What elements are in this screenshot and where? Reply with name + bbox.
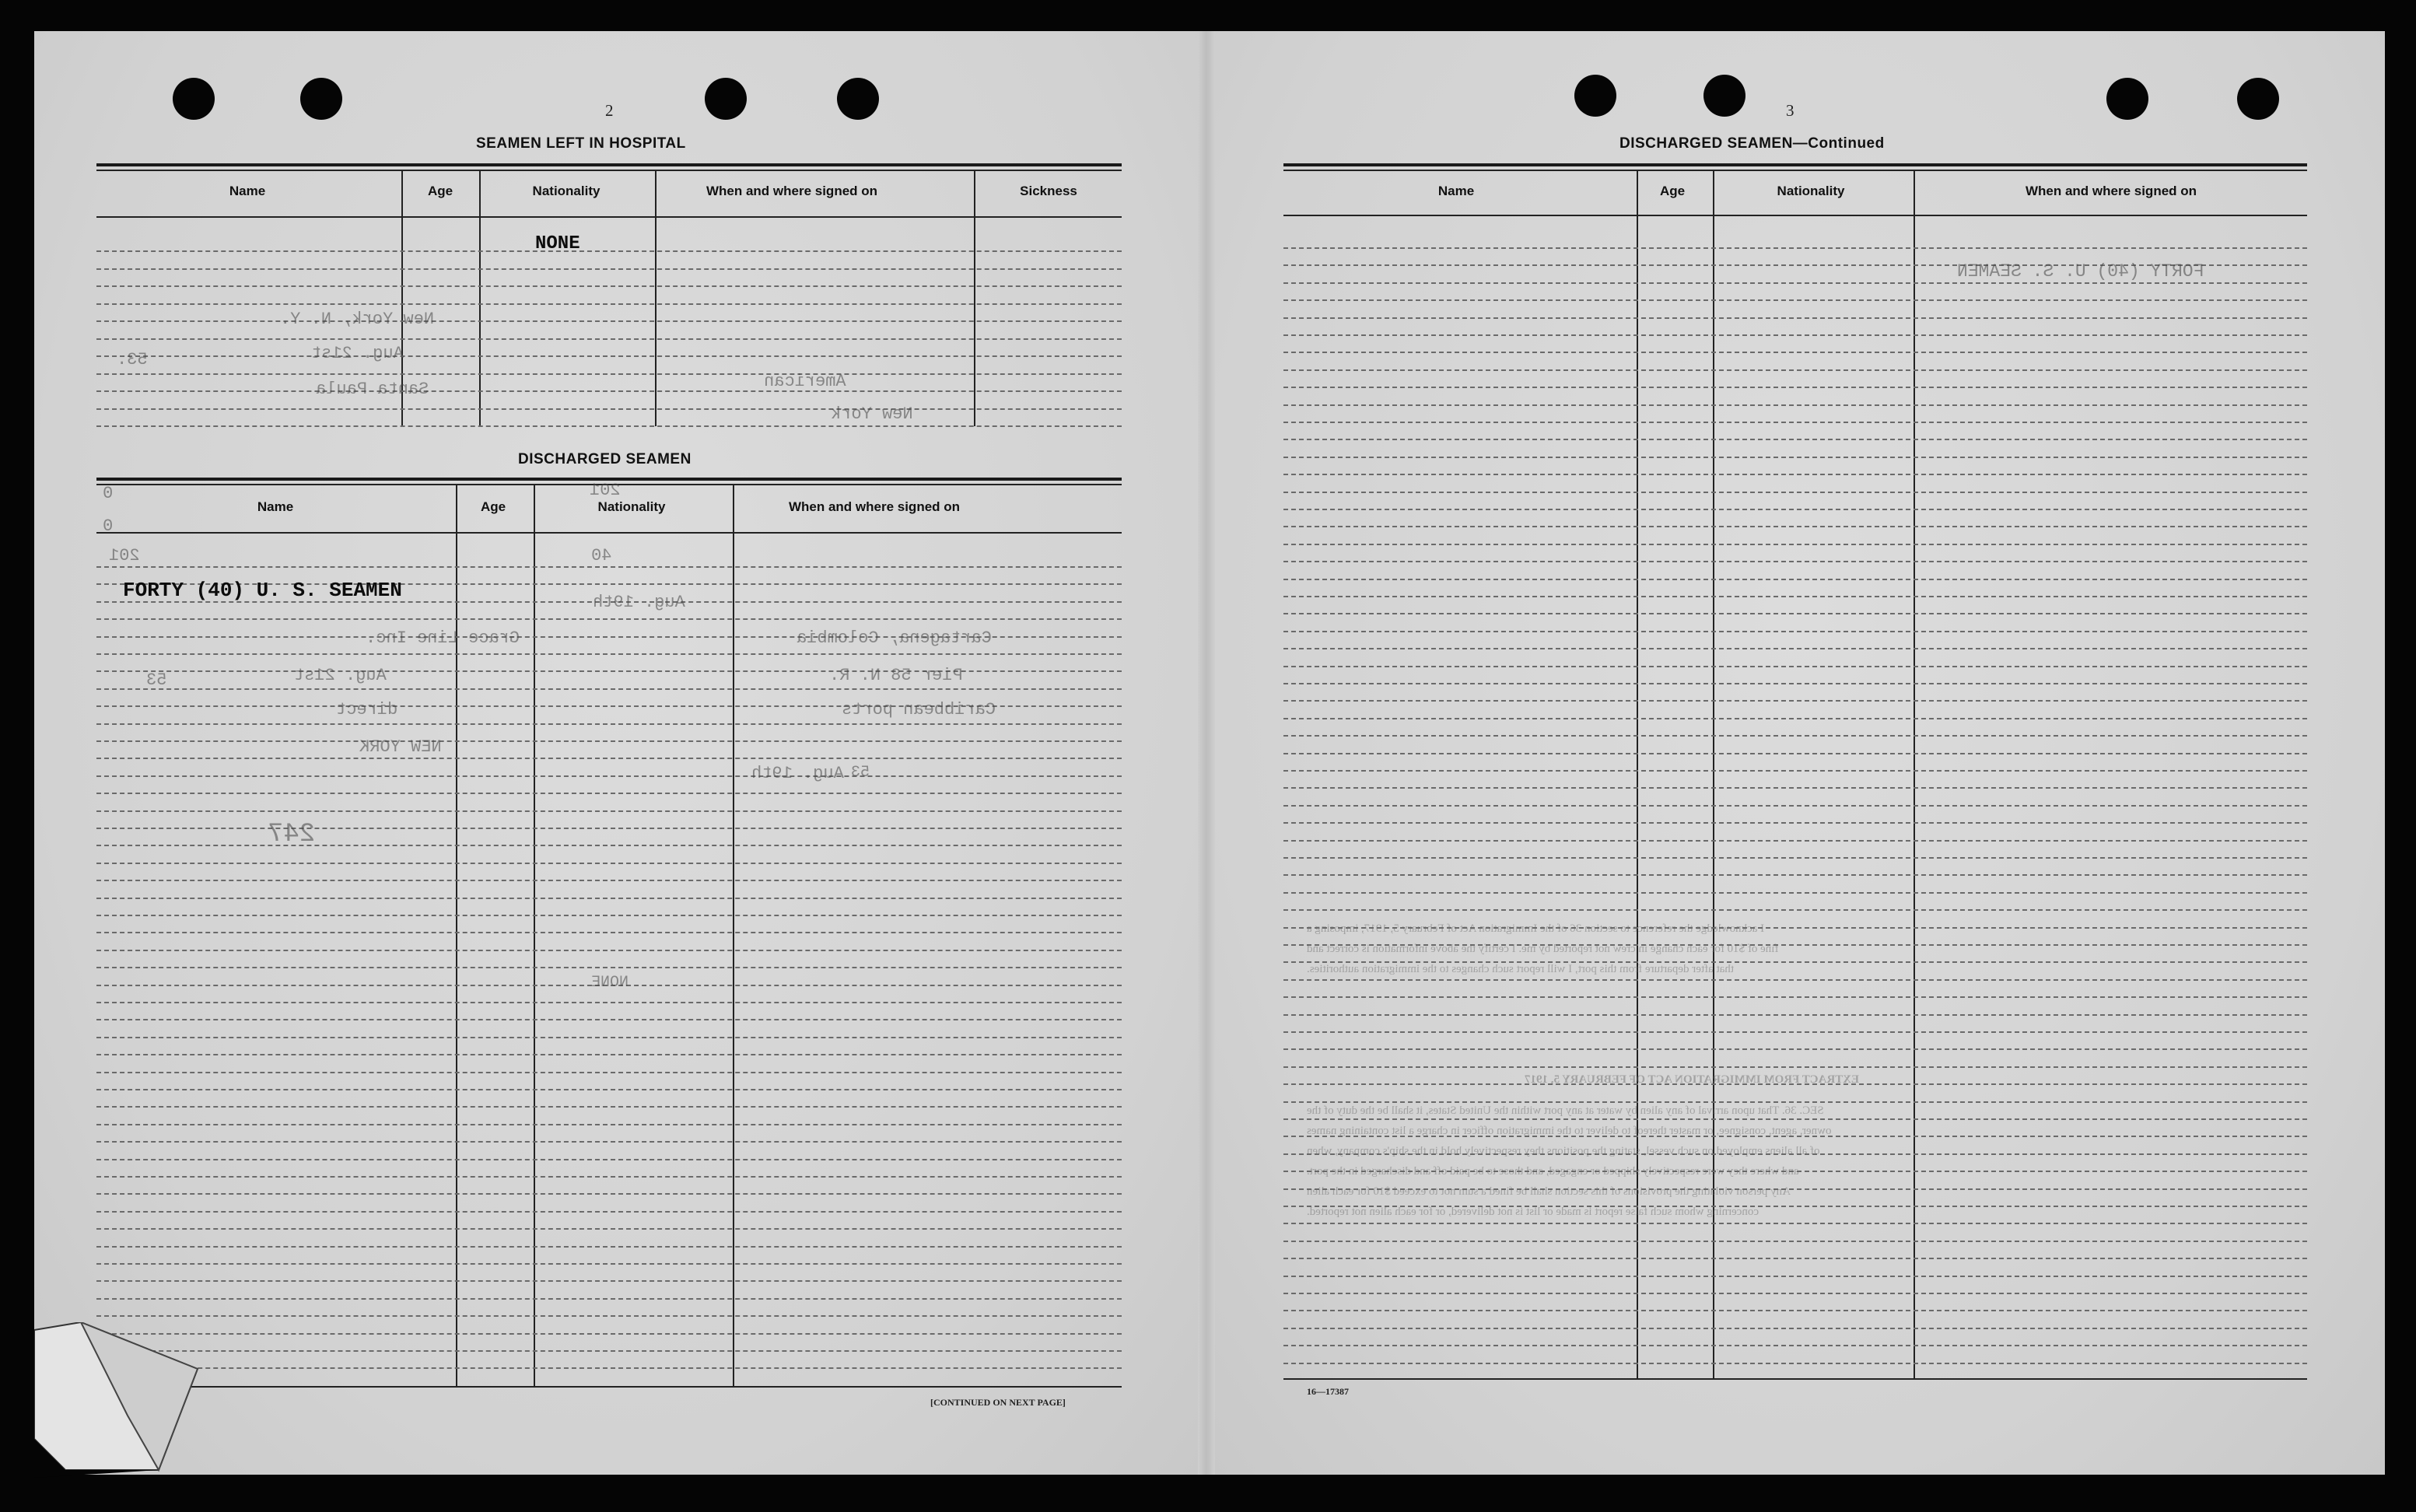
ruled-line [1283, 1241, 2307, 1242]
bleed-through-text: New York, N. Y. [280, 310, 435, 329]
bleed-through-text: FORTY (40) U. S. SEAMEN [1957, 261, 2204, 282]
ruled-line [1283, 579, 2307, 580]
ruled-line [96, 285, 1122, 287]
ruled-line [96, 1002, 1122, 1003]
hospital-section-title: SEAMEN LEFT IN HOSPITAL [476, 135, 686, 152]
bleed-through-text: 201 [109, 546, 140, 565]
ruled-line [96, 1019, 1122, 1020]
ruled-line [1283, 770, 2307, 772]
ruled-line [96, 1124, 1122, 1125]
ruled-line [96, 845, 1122, 846]
bleed-through-text: Aug. 21st [294, 666, 387, 685]
bleed-through-text: Cartagena, Colombia [797, 628, 992, 648]
ruled-line [96, 915, 1122, 916]
ruled-line [1283, 874, 2307, 876]
ruled-line [96, 967, 1122, 968]
bleed-through-text: Grace Line Inc. [366, 628, 520, 648]
ruled-line [96, 566, 1122, 568]
bleed-through-text: Santa Paula [316, 380, 429, 399]
right-top-rule-2 [1283, 170, 2307, 171]
ruled-line [96, 1054, 1122, 1055]
bleed-through-paragraph: of all aliens employed on such vessel, stating the positions they respectively hold in the ship's company, when [1307, 1145, 1820, 1157]
ruled-line [1283, 334, 2307, 336]
ruled-line [1283, 299, 2307, 301]
bleed-through-paragraph: that after departure from this port, I will report such changes to the immigration authorities. [1307, 963, 1735, 975]
page-number-right: 3 [1786, 101, 1794, 120]
ruled-line [1283, 561, 2307, 562]
left-page [34, 31, 1206, 1475]
hospital-top-rule-2 [96, 170, 1122, 171]
discharged-col-name: Name [257, 499, 294, 514]
ruled-line [1283, 805, 2307, 807]
ruled-line [96, 618, 1122, 620]
ruled-line [1283, 1101, 2307, 1103]
ruled-line [1283, 996, 2307, 998]
bleed-through-text: 40 [591, 546, 612, 565]
punch-hole [1703, 75, 1745, 117]
ruled-line [1283, 1363, 2307, 1364]
bleed-through-paragraph: owner, agent, consignee, or master thereof to deliver to the immigration officer in charge a list containing names [1307, 1125, 1832, 1137]
ruled-line [96, 863, 1122, 864]
hospital-vline [655, 170, 657, 426]
ruled-line [1283, 1014, 2307, 1016]
right-top-rule [1283, 163, 2307, 166]
ruled-line [1283, 1310, 2307, 1311]
ruled-line [96, 1176, 1122, 1178]
ruled-line [96, 775, 1122, 777]
bleed-through-text: NONE [591, 974, 629, 992]
ruled-line [96, 1193, 1122, 1195]
discharged-col-nationality: Nationality [597, 499, 666, 514]
bleed-through-text: 53. [117, 350, 148, 369]
ruled-line [1283, 457, 2307, 458]
bleed-through-text: Aug. 21st [311, 344, 404, 363]
right-vline [1914, 170, 1915, 1378]
ruled-line [96, 303, 1122, 305]
ruled-line [96, 880, 1122, 881]
ruled-line [1283, 892, 2307, 894]
ruled-line [1283, 1276, 2307, 1277]
ruled-line [1283, 422, 2307, 423]
ruled-line [1283, 492, 2307, 493]
punch-hole [2237, 78, 2279, 120]
bleed-through-text: 247 [268, 820, 316, 849]
punch-hole [300, 78, 342, 120]
bleed-through-text: Pier 58 N. R. [829, 666, 963, 685]
ruled-line [1283, 526, 2307, 527]
hospital-top-rule [96, 163, 1122, 166]
bleed-through-text: American [764, 372, 846, 391]
ruled-line [96, 1106, 1122, 1108]
ruled-line [1283, 1293, 2307, 1294]
continued-section-title: DISCHARGED SEAMEN—Continued [1619, 135, 1885, 152]
ruled-line [1283, 317, 2307, 319]
bleed-through-text: 201 [590, 481, 621, 500]
hospital-entry-none: NONE [535, 233, 580, 254]
ruled-line [1283, 596, 2307, 597]
ruled-line [1283, 735, 2307, 737]
ruled-line [96, 828, 1122, 829]
bleed-through-paragraph: EXTRACT FROM IMMIGRATION ACT OF FEBRUARY 5, 1917 [1525, 1073, 1860, 1086]
ruled-line [1283, 369, 2307, 371]
discharged-col-age: Age [480, 499, 506, 514]
ruled-line [1283, 909, 2307, 911]
right-header-rule [1283, 215, 2307, 216]
ruled-line [1283, 1345, 2307, 1346]
ruled-line [96, 1211, 1122, 1213]
ruled-line [96, 1298, 1122, 1300]
ruled-line [96, 1089, 1122, 1090]
bleed-through-text: 0 [103, 516, 114, 536]
ruled-line [96, 320, 1122, 322]
punch-hole [837, 78, 879, 120]
ruled-line [96, 1246, 1122, 1248]
right-col-nationality: Nationality [1777, 184, 1845, 198]
ruled-line [96, 1315, 1122, 1317]
bleed-through-paragraph: concerning whom such false report is made or list is not delivered, or for each alien not reported. [1307, 1206, 1759, 1218]
ruled-line [1283, 683, 2307, 684]
hospital-vline [974, 170, 975, 426]
ruled-line [1283, 787, 2307, 789]
ruled-line [96, 338, 1122, 340]
bleed-through-text: Caribbean ports [842, 700, 996, 719]
ruled-line [1283, 1223, 2307, 1224]
ruled-line [96, 268, 1122, 270]
hospital-header-rule [96, 216, 1122, 218]
ruled-line [1283, 1258, 2307, 1259]
discharged-bottom-rule [96, 1386, 1122, 1388]
ruled-line [96, 758, 1122, 759]
ruled-line [1283, 700, 2307, 702]
ruled-line [96, 723, 1122, 725]
ruled-line [96, 355, 1122, 357]
ruled-line [1283, 1328, 2307, 1329]
ruled-line [96, 793, 1122, 794]
ruled-line [96, 250, 1122, 252]
form-code: 16—17387 [1307, 1386, 1349, 1397]
ruled-line [1283, 857, 2307, 859]
ruled-line [1283, 753, 2307, 754]
bleed-through-text: Aug. 19th [751, 764, 844, 783]
ruled-line [1283, 613, 2307, 614]
ruled-line [1283, 1048, 2307, 1050]
ruled-line [1283, 439, 2307, 440]
ruled-line [1283, 247, 2307, 249]
ruled-line [96, 810, 1122, 812]
bleed-through-paragraph: SEC. 36. That upon arrival of any alien by water at any port within the United States, it shall be the duty of the [1307, 1104, 1824, 1117]
ruled-line [96, 932, 1122, 933]
ruled-line [96, 1072, 1122, 1073]
bleed-through-text: 0 [103, 484, 114, 503]
hospital-col-sickness: Sickness [1020, 184, 1077, 198]
ruled-line [96, 950, 1122, 951]
ruled-line [1283, 1066, 2307, 1068]
bleed-through-text: NEW YORK [359, 737, 442, 757]
ruled-line [96, 425, 1122, 427]
ruled-line [1283, 631, 2307, 632]
punch-hole [1574, 75, 1616, 117]
bleed-through-text: New York [831, 404, 913, 424]
continued-note: [CONTINUED ON NEXT PAGE] [930, 1397, 1066, 1408]
ruled-line [1283, 718, 2307, 719]
ruled-line [1283, 474, 2307, 475]
ruled-line [1283, 1031, 2307, 1033]
right-bottom-rule [1283, 1378, 2307, 1380]
bleed-through-text: Aug. 19th [593, 593, 685, 612]
ruled-line [96, 653, 1122, 655]
bleed-through-text: 53 [851, 764, 870, 782]
punch-hole [2106, 78, 2148, 120]
ruled-line [1283, 544, 2307, 545]
ruled-line [1283, 387, 2307, 388]
discharged-entry: FORTY (40) U. S. SEAMEN [123, 579, 402, 602]
punch-hole [173, 78, 215, 120]
right-col-age: Age [1659, 184, 1686, 198]
bleed-through-text: 53 [146, 670, 167, 690]
ruled-line [96, 1141, 1122, 1143]
bleed-through-paragraph: Any person violating the provisions of this section shall be fined a sum not to exceed $10 for each alien [1307, 1185, 1791, 1198]
folded-corner [34, 1322, 205, 1478]
ruled-line [1283, 1118, 2307, 1120]
ruled-line [1283, 509, 2307, 510]
punch-hole [705, 78, 747, 120]
right-col-name: Name [1437, 184, 1475, 198]
bleed-through-paragraph: fine of $10 for each change in crew not reported by me. I certify the above information is correct and [1307, 943, 1779, 955]
hospital-col-age: Age [427, 184, 453, 198]
ruled-line [1283, 352, 2307, 353]
hospital-col-name: Name [229, 184, 266, 198]
bleed-through-paragraph: and where they were respectively shipped or engaged, and those to be paid off and discharged in the port. [1307, 1165, 1799, 1178]
right-col-signed-on: When and where signed on [2025, 184, 2197, 198]
bleed-through-paragraph: I acknowledge the reference to section 36 of the Immigration Act of February 5, 1917, imposing a [1307, 922, 1765, 935]
ruled-line [96, 1367, 1122, 1369]
ruled-line [1283, 666, 2307, 667]
ruled-line [96, 1333, 1122, 1335]
ruled-line [96, 670, 1122, 672]
ruled-line [96, 390, 1122, 392]
ruled-line [1283, 822, 2307, 824]
ruled-line [1283, 282, 2307, 284]
ruled-line [96, 740, 1122, 742]
ruled-line [96, 408, 1122, 410]
ruled-line [1283, 979, 2307, 981]
discharged-section-title: DISCHARGED SEAMEN [518, 451, 692, 467]
ruled-line [1283, 840, 2307, 842]
ruled-line [96, 1228, 1122, 1230]
ruled-line [96, 898, 1122, 899]
hospital-col-signed-on: When and where signed on [706, 184, 878, 198]
ruled-line [96, 1037, 1122, 1038]
discharged-header-rule [96, 532, 1122, 534]
ruled-line [96, 1280, 1122, 1282]
ruled-line [96, 1159, 1122, 1160]
ruled-line [96, 1350, 1122, 1352]
discharged-col-signed-on: When and where signed on [788, 499, 961, 514]
hospital-col-nationality: Nationality [532, 184, 600, 198]
page-number-left: 2 [605, 101, 614, 120]
hospital-vline [479, 170, 481, 426]
ruled-line [96, 373, 1122, 375]
bleed-through-text: direct [336, 700, 398, 719]
ruled-line [1283, 648, 2307, 649]
page-gutter [1198, 31, 1215, 1475]
ruled-line [96, 688, 1122, 690]
ruled-line [1283, 404, 2307, 406]
ruled-line [96, 1263, 1122, 1265]
